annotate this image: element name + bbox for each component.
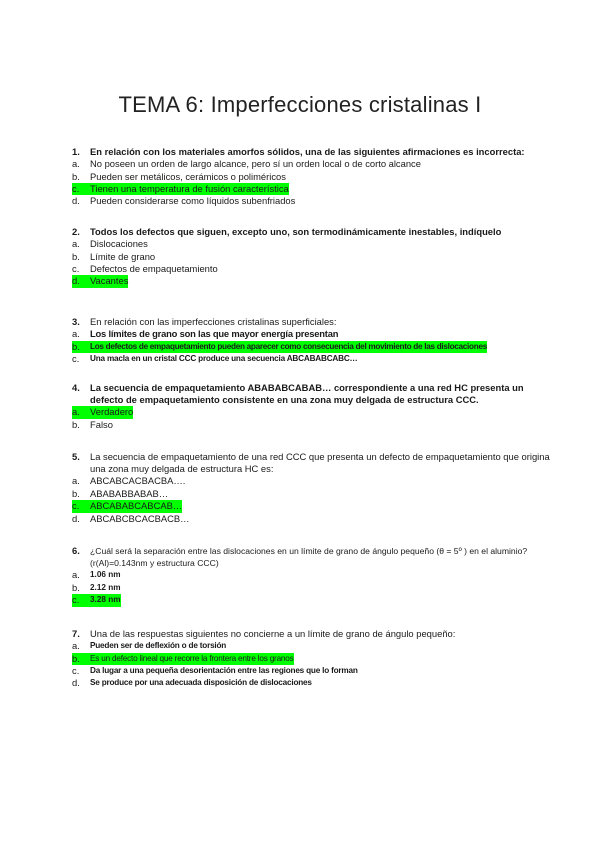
option-letter: c. bbox=[72, 263, 80, 275]
question-stem bbox=[72, 226, 550, 238]
question-stem bbox=[72, 382, 550, 406]
option-letter: a. bbox=[72, 569, 80, 581]
option-letter: b. bbox=[72, 487, 80, 499]
option-c[interactable] bbox=[72, 665, 550, 677]
option-c-highlighted[interactable] bbox=[72, 594, 550, 606]
option-text: Los límites de grano son las que mayor energía presentan bbox=[90, 328, 339, 340]
option-d-highlighted[interactable] bbox=[72, 275, 550, 287]
question-text: En relación con las imperfecciones cristalinas superficiales: bbox=[90, 316, 337, 327]
option-letter: b. bbox=[72, 652, 80, 664]
option-b[interactable] bbox=[72, 488, 550, 500]
question-number: 4. bbox=[72, 382, 80, 393]
question-stem bbox=[72, 545, 550, 569]
option-b[interactable] bbox=[72, 251, 550, 263]
question-6 bbox=[72, 545, 550, 607]
option-c[interactable] bbox=[72, 353, 550, 365]
option-text: Defectos de empaquetamiento bbox=[90, 263, 218, 275]
question-number: 5. bbox=[72, 451, 80, 462]
answer-highlight bbox=[72, 183, 289, 195]
option-text: ABABABBABAB… bbox=[90, 487, 169, 499]
option-text: Se produce por una adecuada disposición de dislocaciones bbox=[90, 678, 312, 688]
answer-highlight bbox=[72, 406, 133, 418]
option-text: 2.12 nm bbox=[90, 582, 121, 592]
option-text: Dislocaciones bbox=[90, 238, 148, 250]
question-text: Una de las respuestas siguientes no concierne a un límite de grano de ángulo pequeño: bbox=[90, 628, 456, 639]
option-text: Falso bbox=[90, 418, 113, 430]
option-a[interactable] bbox=[72, 328, 550, 340]
option-letter: a. bbox=[72, 238, 80, 250]
option-letter: a. bbox=[72, 640, 80, 652]
option-b[interactable] bbox=[72, 171, 550, 183]
option-text: Pueden ser metálicos, cerámicos o poliméricos bbox=[90, 170, 286, 182]
option-c-highlighted[interactable] bbox=[72, 183, 550, 195]
question-number: 2. bbox=[72, 226, 80, 237]
option-letter: a. bbox=[72, 328, 80, 340]
question-stem bbox=[72, 146, 550, 158]
option-b-highlighted[interactable] bbox=[72, 653, 550, 665]
option-text: Verdadero bbox=[90, 406, 134, 418]
option-letter: a. bbox=[72, 158, 80, 170]
question-number: 3. bbox=[72, 316, 80, 327]
option-text: Es un defecto lineal que recorre la frontera entre los granos bbox=[90, 653, 294, 663]
option-b[interactable] bbox=[72, 419, 550, 431]
option-text: No poseen un orden de largo alcance, pero sí un orden local o de corto alcance bbox=[90, 158, 421, 170]
option-a[interactable] bbox=[72, 475, 550, 487]
question-2 bbox=[72, 226, 550, 288]
question-text: Todos los defectos que siguen, excepto uno, son termodinámicamente inestables, indíquelo bbox=[90, 226, 502, 237]
option-text: ABCABCBCACBACB… bbox=[90, 512, 190, 524]
question-number: 6. bbox=[72, 545, 80, 556]
option-letter: a. bbox=[72, 406, 80, 418]
question-text: En relación con los materiales amorfos sólidos, una de las siguientes afirmaciones es incorrecta: bbox=[90, 146, 525, 157]
option-text: 1.06 nm bbox=[90, 570, 121, 580]
option-letter: b. bbox=[72, 581, 80, 593]
option-text: ABCABABCABCAB… bbox=[90, 500, 183, 512]
question-text: ¿Cuál será la separación entre las dislocaciones en un límite de grano de ángulo pequeño (θ = 5º ) en el aluminio? (r(Al)=0.143nm y estructura CCC) bbox=[90, 546, 528, 569]
option-text: Da lugar a una pequeña desorientación entre las regiones que lo forman bbox=[90, 666, 358, 676]
question-text: La secuencia de empaquetamiento de una red CCC que presenta un defecto de empaquetamiento que origina una zona muy delgada de estructura HC es: bbox=[90, 451, 550, 475]
option-text: Una macla en un cristal CCC produce una secuencia ABCABABCABC… bbox=[90, 354, 358, 364]
option-letter: c. bbox=[72, 353, 80, 365]
question-7 bbox=[72, 628, 550, 690]
question-stem bbox=[72, 628, 550, 640]
answer-highlight bbox=[72, 500, 182, 512]
option-letter: d. bbox=[72, 195, 80, 207]
question-3 bbox=[72, 316, 550, 365]
option-letter: c. bbox=[72, 183, 80, 195]
option-a[interactable] bbox=[72, 569, 550, 581]
option-a[interactable] bbox=[72, 158, 550, 170]
option-text: Pueden ser de deflexión o de torsión bbox=[90, 641, 227, 651]
question-1 bbox=[72, 146, 550, 208]
option-d[interactable] bbox=[72, 677, 550, 689]
option-c[interactable] bbox=[72, 263, 550, 275]
option-letter: d. bbox=[72, 512, 80, 524]
option-text: 3.28 nm bbox=[90, 595, 121, 605]
option-letter: b. bbox=[72, 340, 80, 352]
option-text: Vacantes bbox=[90, 275, 129, 287]
option-letter: b. bbox=[72, 250, 80, 262]
option-text: ABCABCACBACBA…. bbox=[90, 475, 186, 487]
option-a-highlighted[interactable] bbox=[72, 406, 550, 418]
answer-highlight bbox=[72, 275, 128, 287]
option-letter: b. bbox=[72, 170, 80, 182]
option-letter: c. bbox=[72, 665, 80, 677]
option-b-highlighted[interactable] bbox=[72, 341, 550, 353]
option-text: Los defectos de empaquetamiento pueden aparecer como consecuencia del movimiento de las dislocaciones bbox=[90, 341, 487, 351]
option-a[interactable] bbox=[72, 640, 550, 652]
option-letter: d. bbox=[72, 677, 80, 689]
option-text: Límite de grano bbox=[90, 250, 156, 262]
option-d[interactable] bbox=[72, 513, 550, 525]
question-stem bbox=[72, 451, 550, 475]
question-stem bbox=[72, 316, 550, 328]
answer-highlight bbox=[72, 594, 121, 606]
question-text: La secuencia de empaquetamiento ABABABCABAB… correspondiente a una red HC presenta un defecto de empaquetamiento consistente en una zona muy delgada de estructura CCC. bbox=[90, 382, 524, 406]
question-number: 1. bbox=[72, 146, 80, 157]
option-letter: b. bbox=[72, 418, 80, 430]
option-text: Pueden considerarse como líquidos subenfriados bbox=[90, 195, 296, 207]
option-letter: c. bbox=[72, 500, 80, 512]
option-a[interactable] bbox=[72, 238, 550, 250]
question-number: 7. bbox=[72, 628, 80, 639]
option-letter: d. bbox=[72, 275, 80, 287]
question-4 bbox=[72, 382, 550, 431]
option-c-highlighted[interactable] bbox=[72, 500, 550, 512]
option-text: Tienen una temperatura de fusión característica bbox=[90, 183, 289, 195]
page-title: TEMA 6: Imperfecciones cristalinas I bbox=[118, 92, 482, 117]
answer-highlight bbox=[72, 341, 487, 353]
option-b[interactable] bbox=[72, 582, 550, 594]
question-5 bbox=[72, 451, 550, 525]
answer-highlight bbox=[72, 653, 294, 665]
option-letter: c. bbox=[72, 594, 80, 606]
option-d[interactable] bbox=[72, 195, 550, 207]
option-letter: a. bbox=[72, 475, 80, 487]
